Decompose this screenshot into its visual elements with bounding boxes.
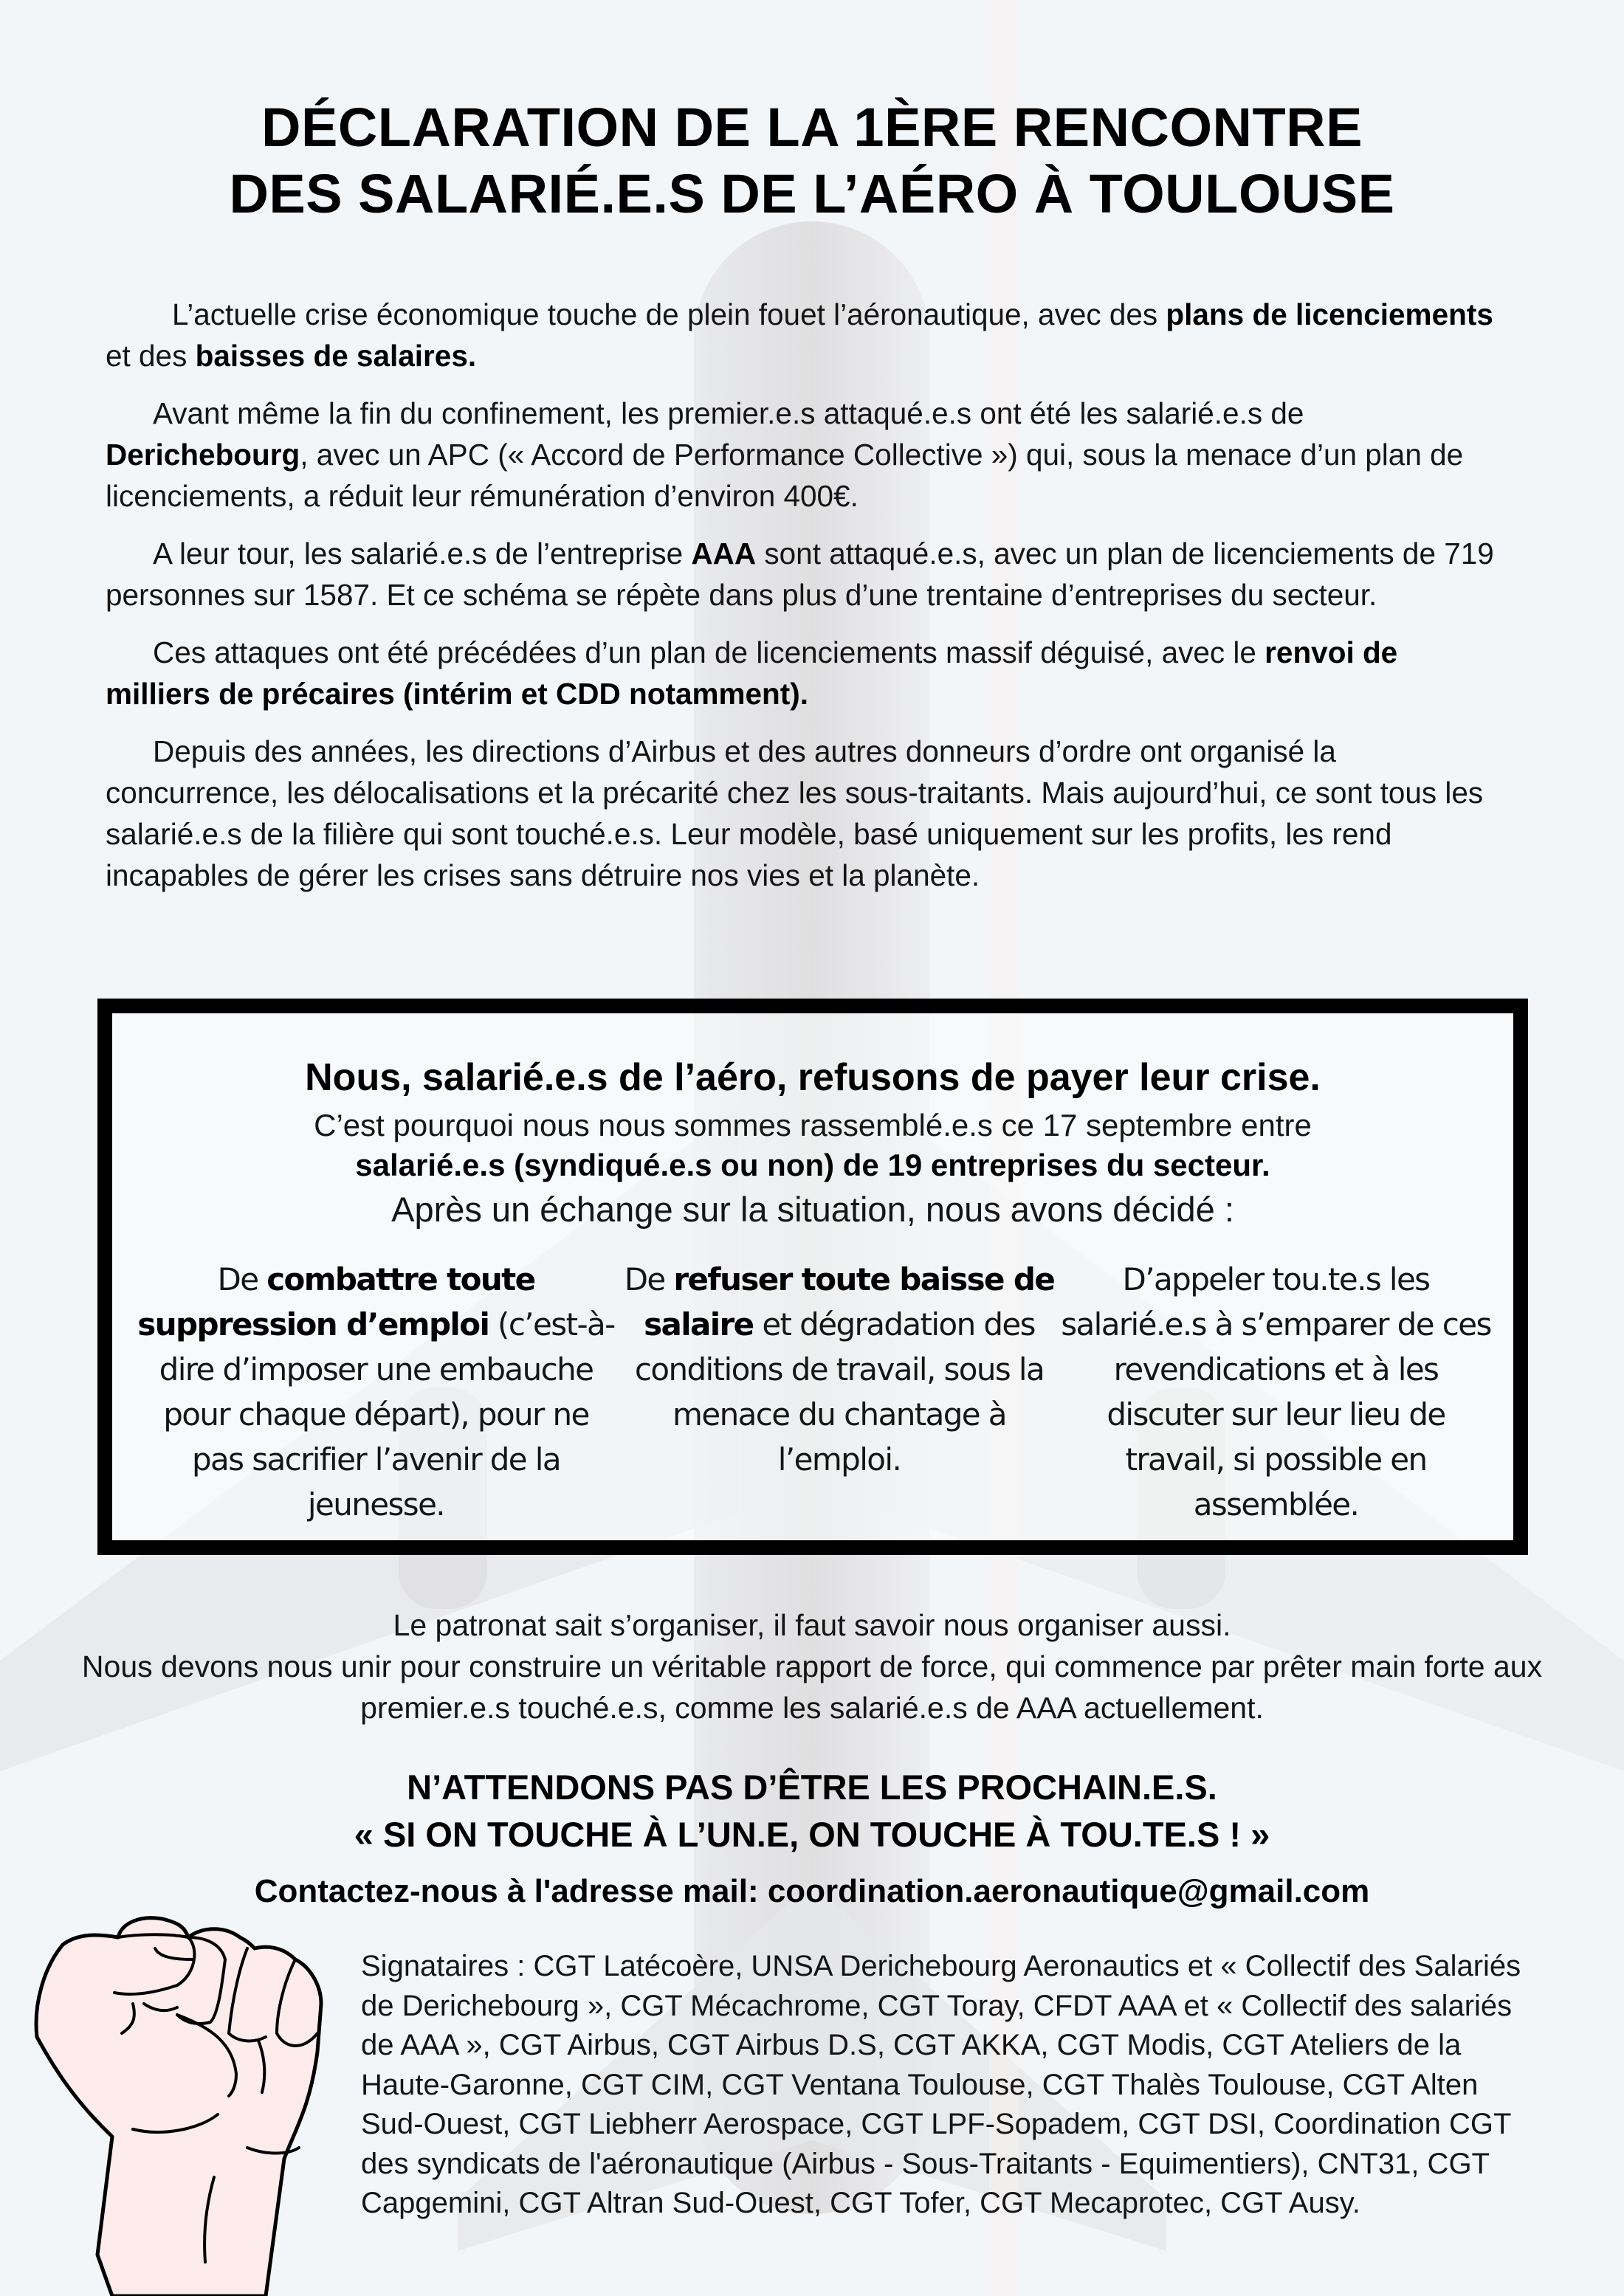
decision-jobs — [134, 1257, 618, 1527]
paragraph-text: Ces attaques ont été précédées d’un plan de licenciements massif déguisé, avec le — [153, 635, 1265, 669]
contact-email[interactable]: Contactez-nous à l'adresse mail: coordination.aeronautique@gmail.com — [254, 1873, 1370, 1909]
box-heading: Nous, salarié.e.s de l’aéro, refusons de payer leur crise. — [305, 1056, 1321, 1099]
box-intro-line-3: Après un échange sur la situation, nous avons décidé : — [391, 1190, 1234, 1229]
closing-line-2: Nous devons nous unir pour construire un véritable rapport de force, qui commence par prêter main forte aux premier.e.s touché.e.s, comme les salarié.e.s de AAA actuellement. — [81, 1649, 1543, 1725]
paragraph-derichebourg — [106, 393, 1501, 517]
decision-bold: combattre toute suppression d’emploi — [137, 1261, 535, 1342]
paragraph-aaa — [106, 533, 1501, 616]
decision-text: (c’est-à-dire d’imposer une embauche pour chaque départ), pour ne pas sacrifier l’avenir de la jeunesse. — [159, 1306, 615, 1523]
box-intro-line-2: salarié.e.s (syndiqué.e.s ou non) de 19 entreprises du secteur. — [355, 1148, 1270, 1182]
title-line-1: DÉCLARATION DE LA 1ÈRE RENCONTRE — [261, 97, 1363, 158]
paragraph-text: A leur tour, les salarié.e.s de l’entreprise — [153, 537, 692, 570]
raised-fist-icon — [30, 1893, 325, 2296]
page-title — [74, 94, 1550, 227]
decision-wages — [618, 1257, 1061, 1527]
paragraph-crisis — [106, 294, 1501, 376]
decision-bold: refuser toute baisse de salaire — [644, 1261, 1055, 1342]
decision-text: De — [624, 1261, 674, 1297]
title-line-2: DES SALARIÉ.E.S DE L’AÉRO À TOULOUSE — [229, 163, 1395, 224]
paragraph-bold: AAA — [691, 537, 757, 570]
paragraph-bold: Derichebourg — [106, 438, 300, 472]
decision-box — [97, 999, 1528, 1555]
decision-columns — [134, 1257, 1491, 1527]
paragraph-text: Avant même la fin du confinement, les premier.e.s attaqué.e.s ont été les salarié.e.s de — [153, 396, 1304, 430]
decision-text: D’appeler tou.te.s les salarié.e.s à s’emparer de ces revendications et à les discuter sur leur lieu de travail, si possible en assemblée. — [1061, 1261, 1491, 1523]
box-intro-line-1: C’est pourquoi nous nous sommes rassemblé.e.s ce 17 septembre entre — [314, 1108, 1312, 1142]
intro-paragraphs — [106, 294, 1501, 912]
paragraph-bold: baisses de salaires. — [195, 339, 477, 373]
closing-statement — [74, 1604, 1550, 1728]
paragraph-text: Depuis des années, les directions d’Airbus et des autres donneurs d’ordre ont organisé la concurrence, les délocalisations et la précarité chez les sous-traitants. Mais aujourd’hui, ce sont tous les salarié.e.s de la filière qui sont touché.e.s. Leur modèle, basé uniquement sur les profits, les rend incapables de gérer les crises sans détruire nos vies et la planète. — [106, 734, 1484, 892]
slogan — [74, 1764, 1550, 1858]
paragraph-text: L’actuelle crise économique touche de plein fouet l’aéronautique, avec des — [172, 297, 1166, 331]
paragraph-text: et des — [106, 339, 196, 373]
paragraph-bold: renvoi de milliers de précaires (intérim et CDD notamment). — [106, 635, 1398, 711]
closing-line-1: Le patronat sait s’organiser, il faut savoir nous organiser aussi. — [393, 1608, 1231, 1642]
paragraph-text: sont attaqué.e.s, avec un plan de licenciements de 719 personnes sur 1587. Et ce schéma se répète dans plus d’une trentaine d’entreprises du secteur. — [106, 537, 1494, 612]
decision-text: et dégradation des conditions de travail, sous la menace du chantage à l’emploi. — [634, 1306, 1045, 1478]
paragraph-bold: plans de licenciements — [1166, 297, 1493, 331]
paragraph-airbus — [106, 731, 1501, 896]
box-intro — [112, 1106, 1513, 1234]
decision-call — [1061, 1257, 1491, 1527]
slogan-line-1: N’ATTENDONS PAS D’ÊTRE LES PROCHAIN.E.S. — [407, 1768, 1217, 1807]
slogan-line-2: « SI ON TOUCHE À L’UN.E, ON TOUCHE À TOU.TE.S ! » — [354, 1815, 1270, 1854]
paragraph-precaires — [106, 632, 1501, 714]
paragraph-text: , avec un APC (« Accord de Performance Collective ») qui, sous la menace d’un plan de licenciements, a réduit leur rémunération d’environ 400€. — [106, 438, 1464, 513]
signatories-list: Signataires : CGT Latécoère, UNSA Derichebourg Aeronautics et « Collectif des Salariés de Derichebourg », CGT Mécachrome, CGT Toray, CFDT AAA et « Collectif des salariés de AAA », CGT Airbus, CGT Airbus D.S, CGT AKKA, CGT Modis, CGT Ateliers de la Haute-Garonne, CGT CIM, CGT Ventana Toulouse, CGT Thalès Toulouse, CGT Alten Sud-Ouest, CGT Liebherr Aerospace, CGT LPF-Sopadem, CGT DSI, Coordination CGT des syndicats de l'aéronautique (Airbus - Sous-Traitants - Equimentiers), CNT31, CGT Capgemini, CGT Altran Sud-Ouest, CGT Tofer, CGT Mecaprotec, CGT Ausy. — [361, 1950, 1521, 2219]
decision-text: De — [217, 1261, 267, 1297]
